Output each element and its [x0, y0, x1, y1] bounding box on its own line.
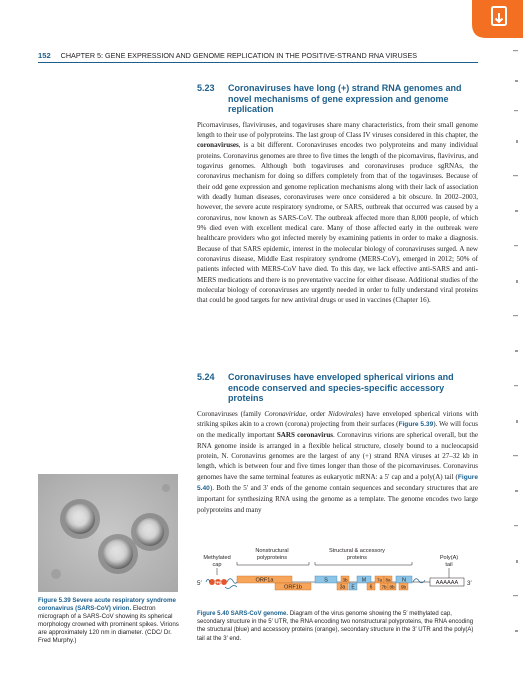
- caption-lead: Figure 5.39 Severe acute respiratory syndrome coronavirus (SARS-CoV) virion.: [38, 597, 176, 612]
- section-5-23-heading: [197, 83, 478, 115]
- gene-n: N: [401, 577, 407, 584]
- sars-cov-micrograph: [38, 474, 178, 592]
- cap-phosphates: PPP: [214, 581, 222, 585]
- gene-orf1b: ORF1b: [283, 584, 303, 591]
- gene-9b: 9b: [400, 584, 407, 590]
- page-number: 152: [38, 51, 51, 60]
- paragraph-text: ). Both the 5′ and 3′ ends of the genome contain sequences and secondary structures that are important for synthesizing RNA using the genome as a template. The genome encodes two large polyproteins and many: [197, 483, 478, 514]
- gene-e: E: [351, 584, 355, 591]
- paragraph-text: , order: [305, 409, 329, 418]
- header-rule: [38, 62, 478, 63]
- polya-sequence: AAAAAA: [435, 580, 459, 586]
- label-polya-2: tail: [445, 562, 453, 568]
- label-structural-1: Structural & accessory: [329, 548, 385, 554]
- gene-6: 6: [369, 584, 373, 591]
- label-methylated-cap-1: Methylated: [203, 555, 231, 561]
- section-number: 5.24: [197, 372, 215, 382]
- gene-s: S: [324, 577, 328, 584]
- section-5-23: [197, 83, 478, 306]
- five-prime-label: 5′: [197, 580, 202, 587]
- figure-5-40-link[interactable]: Figure 5.40: [197, 473, 478, 492]
- gene-3a: 3a: [339, 584, 346, 591]
- three-prime-label: 3′: [467, 580, 472, 587]
- paragraph-text: Coronaviruses (family: [197, 409, 265, 418]
- section-5-23-paragraph: [197, 120, 478, 306]
- gene-7b: 7b: [381, 584, 387, 590]
- term-nidovirales: Nidovirales: [328, 409, 362, 418]
- figure-5-39-caption: [38, 597, 180, 645]
- gene-8a: 8a: [385, 577, 391, 583]
- sars-cov-genome-diagram: [197, 545, 478, 607]
- label-methylated-cap-2: cap: [212, 562, 222, 568]
- label-polya-1: Poly(A): [439, 555, 459, 561]
- figure-5-39-link[interactable]: Figure 5.39: [398, 420, 434, 428]
- label-structural-2: proteins: [347, 555, 367, 561]
- term-sars-coronavirus: SARS coronavirus: [276, 431, 334, 440]
- page-edge-marks: [505, 40, 523, 670]
- term-coronaviruses: coronaviruses: [197, 141, 239, 150]
- section-5-24-paragraph: [197, 409, 478, 515]
- section-number: 5.23: [197, 83, 215, 93]
- section-5-24: [197, 372, 478, 515]
- section-5-24-heading: [197, 372, 478, 404]
- caption-text: Diagram of the virus genome showing the 5′ methylated cap, secondary structure in the 5′ UTR, the RNA encoding two nonstructural polyproteins, the RNA encoding the structural (blue) and accessory proteins (orange), secondary structure in the 3′ UTR and the poly(A) tail at the 3′ end.: [197, 611, 474, 642]
- paragraph-text: ). We will focus on the medically important: [197, 419, 478, 440]
- paragraph-text: , is a bit different. Coronaviruses encodes two polyproteins and many individual proteins. Coronavirus genomes are three to five times the length of the picornavirus, flavivirus, and togavirus genomes. Although both togaviruses and coronaviruses produce sgRNAs, the coronavirus mechanism for doing so differs completely from that of the togaviruses. Because of their odd gene expression and genome replication mechanisms along with their lack of association with deadly human diseases, coronaviruses were once considered a bit obscure. In 2002–2003, however, the severe acute respiratory syndrome, or SARS, outbreak that occurred was caused by a coronavirus, now known as SARS-CoV. The outbreak affected more than 8,000 people, of which 9% died even with excellent medical care. Many of those affected early in the outbreak were healthcare providers who got infected merely by examining patients in order to make a diagnosis. Because of that SARS epidemic, interest in the molecular biology of coronaviruses surged. A new coronavirus disease, Middle East respiratory syndrome (MERS-CoV), emerged in 2012; 50% of patients infected with MERS-CoV have died. To this day, we lack effective anti-SARS and anti-MERS medications and there is no preventative vaccine for either disease. Additional studies of the molecular biology of coronaviruses are urgently needed in order to fully understand viral proteins that could be good targets for new antiviral drugs or used in vaccines (Chapter 16).: [197, 141, 478, 305]
- pdf-reader-icon[interactable]: [472, 0, 523, 38]
- chapter-title: CHAPTER 5: GENE EXPRESSION AND GENOME REPLICATION IN THE POSITIVE-STRAND RNA VIRUSES: [60, 51, 418, 60]
- term-coronaviridae: Coronaviridae: [264, 409, 306, 418]
- section-title: Coronaviruses have long (+) strand RNA genomes and novel mechanisms of gene expression and genome replication: [228, 83, 462, 114]
- gene-orf1a: ORF1a: [255, 577, 274, 584]
- label-nonstructural-2: polyproteins: [256, 555, 288, 561]
- gene-7a: 7a: [376, 577, 383, 583]
- label-nonstructural-1: Nonstructural: [255, 548, 289, 554]
- gene-3b: 3b: [342, 577, 348, 583]
- section-title: Coronaviruses have enveloped spherical virions and encode conserved and species-specific accessory proteins: [228, 372, 454, 403]
- running-header: [38, 51, 478, 60]
- paragraph-text: Picornaviruses, flaviviruses, and togaviruses share many characteristics, from their small genome length to their use of polyproteins. The last group of Class IV viruses considered in this chapter, the: [197, 120, 478, 139]
- figure-5-40-caption: [197, 610, 478, 643]
- caption-text: Electron micrograph of a SARS-CoV showing its spherical morphology crowned with prominent spikes. Virions are approximately 120 nm in diameter. (CDC/ Dr. Fred Murphy.): [38, 605, 179, 644]
- paragraph-text: ) have enveloped spherical virions with striking spikes akin to a crown (corona) projecting from their surfaces (: [197, 409, 478, 428]
- gene-8b: 8b: [389, 584, 395, 590]
- gene-m: M: [361, 577, 367, 584]
- caption-lead: Figure 5.40 SARS-CoV genome.: [197, 611, 289, 617]
- paragraph-text: . Coronavirus virions are spherical overall, but the RNA genome inside is arranged in a flexible helical structure, closely bound to a nucleocapsid protein, N. Coronavirus genomes are the largest of any (+) strand RNA viruses at 27–32 kb in length, which is between four and five times longer than those of the picornaviruses. Coronavirus genomes have the same terminal features as eukaryotic mRNA: a 5′ cap and a poly(A) tail (: [197, 431, 478, 481]
